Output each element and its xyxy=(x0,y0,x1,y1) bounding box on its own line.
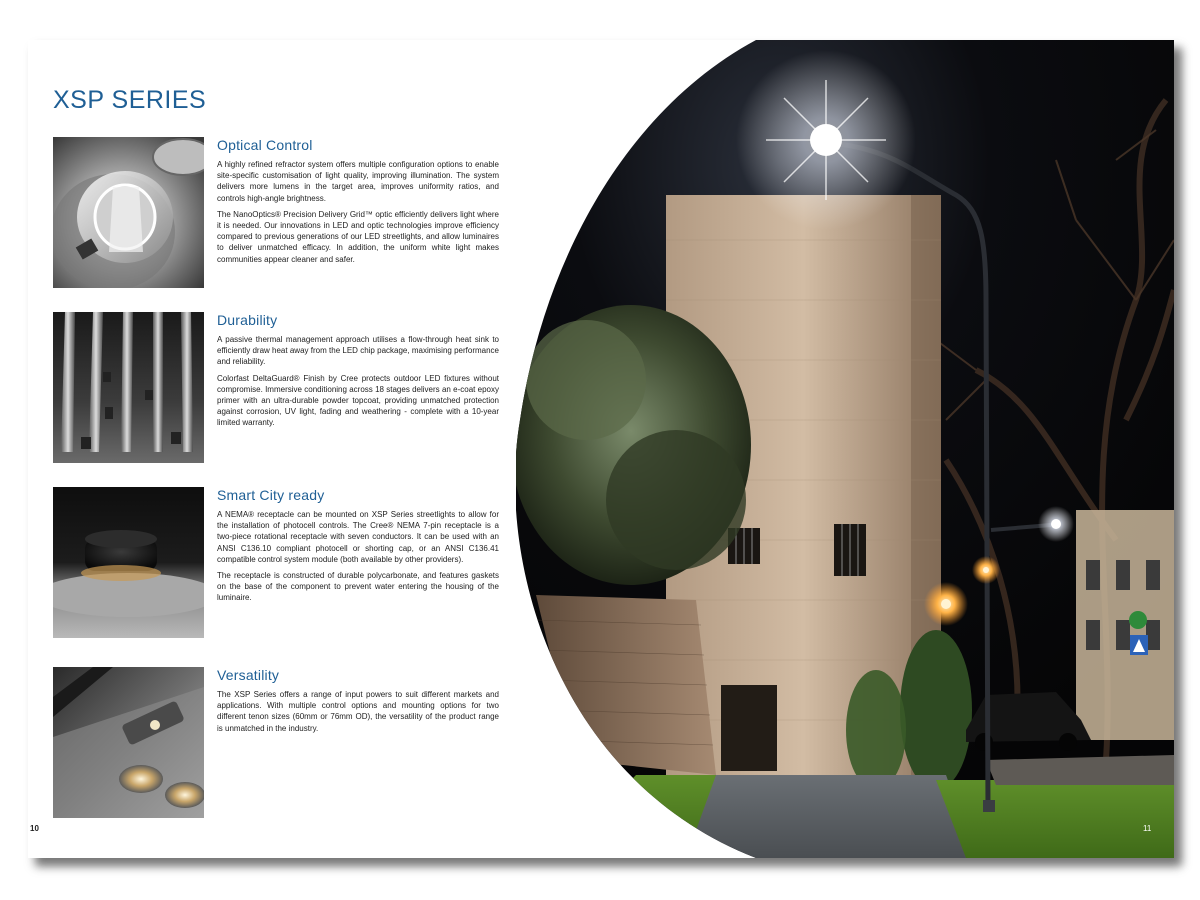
page-title: XSP SERIES xyxy=(53,86,207,114)
optical-control-image xyxy=(53,137,204,288)
page-number-right: 11 xyxy=(1143,824,1152,833)
page-number-left: 10 xyxy=(30,824,39,833)
versatility-image xyxy=(53,667,204,818)
brochure-spread xyxy=(28,40,1174,858)
smart-city-heading: Smart City ready xyxy=(217,487,325,503)
durability-heading: Durability xyxy=(217,312,278,328)
smart-city-paragraph-2: The receptacle is constructed of durable polycarbonate, and features gaskets on the base of the component to prevent water entering the housing of the luminaire. xyxy=(217,571,499,603)
night-street-photo xyxy=(516,40,1174,858)
smart-city-image xyxy=(53,487,204,638)
versatility-heading: Versatility xyxy=(217,667,280,683)
optical-control-heading: Optical Control xyxy=(217,137,313,153)
durability-image xyxy=(53,312,204,463)
versatility-paragraph-1: The XSP Series offers a range of input powers to suit different markets and applications. With multiple control options and mounting options for two different tenon sizes (60mm or 76mm OD), the versatility of the product range is unmatched in the industry. xyxy=(217,690,499,733)
optical-control-paragraph-2: The NanoOptics® Precision Delivery Grid™ optic efficiently delivers light where it is needed. Our innovations in LED and optic technologies improve efficiency compared to previous generations of our LED streetlights, and allow luminaires to deliver unmatched efficacy. In addition, the uniform white light makes communities appear cleaner and safer. xyxy=(217,209,499,264)
durability-paragraph-2: Colorfast DeltaGuard® Finish by Cree protects outdoor LED fixtures without compromise. Immersive conditioning across 18 stages delivers an e-coat epoxy primer with an ultra-durable powder topcoat, providing unmatched protection against corrosion, UV light, fading and weathering - complete with a 10-year limited warranty. xyxy=(217,373,499,428)
durability-paragraph-1: A passive thermal management approach utilises a flow-through heat sink to efficiently draw heat away from the LED chip package, maximising performance and reliability. xyxy=(217,335,499,367)
smart-city-paragraph-1: A NEMA® receptacle can be mounted on XSP Series streetlights to allow for the installation of photocell controls. The Cree® NEMA 7-pin receptacle is a two-piece rotational receptacle with seven conductors. It can be used with an ANSI C136.10 compliant photocell or shorting cap, or an ANSI C136.41 compatible control system module (both available by other providers). xyxy=(217,510,499,564)
optical-control-paragraph-1: A highly refined refractor system offers multiple configuration options to enable site-specific customisation of light quality, improving illumination. The system delivers more lumens in the target area, improves uniformity ratios, and controls high-angle brightness. xyxy=(217,160,499,203)
